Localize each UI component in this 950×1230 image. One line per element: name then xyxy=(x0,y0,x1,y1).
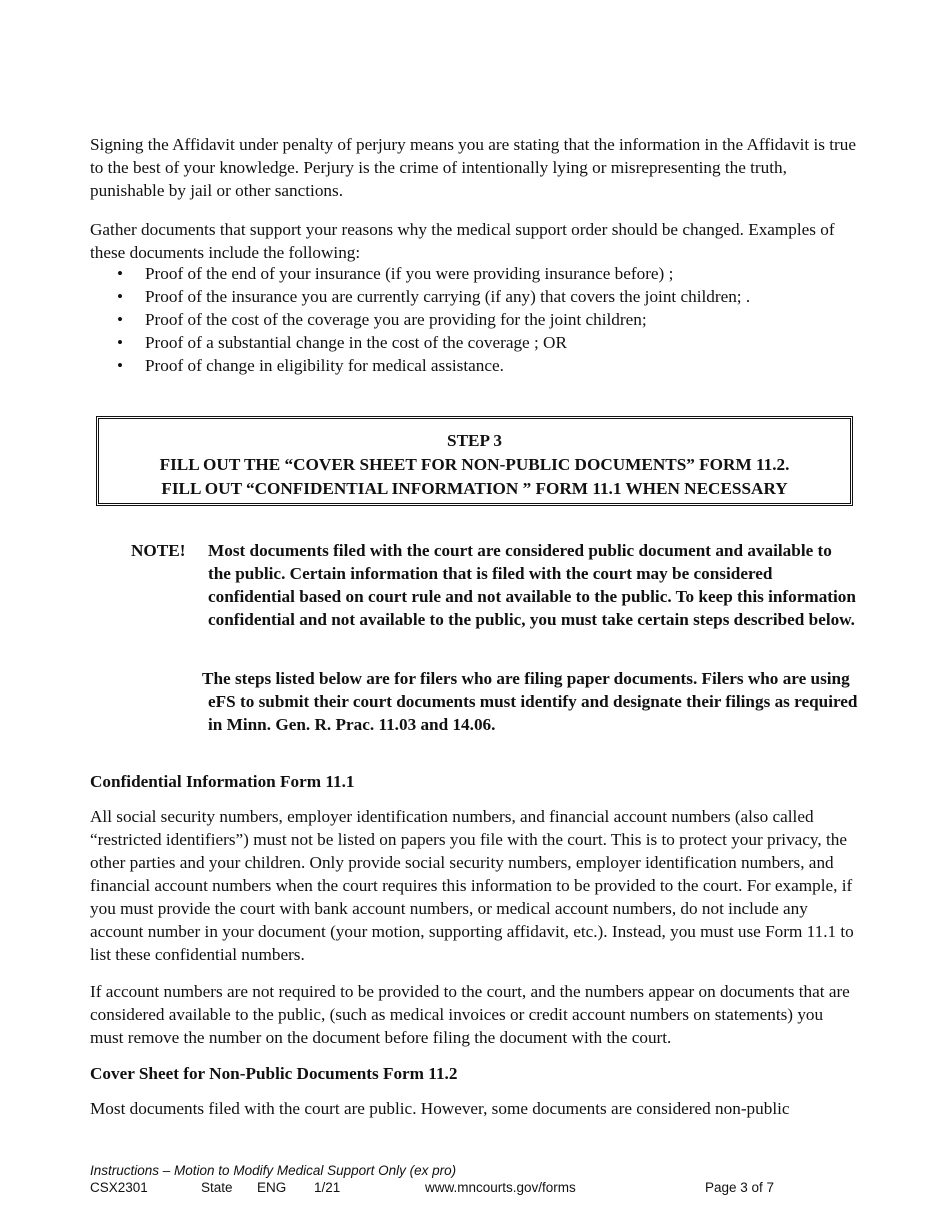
note-text-public-documents: Most documents filed with the court are considered public document and available to the public. Certain information that is filed with the court may be considered confidential based on court rule and not available to the public. To keep this information confidential and not available to the public, you must take certain steps described below. xyxy=(208,541,856,629)
step-line-2: FILL OUT “CONFIDENTIAL INFORMATION ” FORM 11.1 WHEN NECESSARY xyxy=(161,479,788,498)
list-item: • Proof of a substantial change in the cost of the coverage ; OR xyxy=(117,333,567,352)
cover-sheet-paragraph: Most documents filed with the court are public. However, some documents are considered non-public xyxy=(90,1099,790,1118)
note-label: NOTE! xyxy=(131,541,186,560)
forms-url: www.mncourts.gov/forms xyxy=(425,1180,576,1195)
account-numbers-paragraph: If account numbers are not required to be provided to the court, and the numbers appear on documents that are considered available to the public, (such as medical invoices or credit account numbers on statements) you must remove the number on the document before filing the document with the court. xyxy=(90,982,850,1047)
list-item: • Proof of the insurance you are currently carrying (if any) that covers the joint children; . xyxy=(117,287,751,306)
gather-documents-paragraph: Gather documents that support your reasons why the medical support order should be changed. Examples of these documents include the following: xyxy=(90,220,835,262)
form-code: CSX2301 xyxy=(90,1180,148,1195)
form-language: ENG xyxy=(257,1180,287,1195)
confidential-information-heading: Confidential Information Form 11.1 xyxy=(90,772,355,791)
cover-sheet-heading: Cover Sheet for Non-Public Documents Form 11.2 xyxy=(90,1064,458,1083)
form-date: 1/21 xyxy=(314,1180,341,1195)
list-item: • Proof of change in eligibility for medical assistance. xyxy=(117,356,504,375)
bullet-icon: • xyxy=(117,287,124,306)
step-number: STEP 3 xyxy=(447,431,502,450)
page-number: Page 3 of 7 xyxy=(705,1180,775,1195)
page-footer xyxy=(90,1162,890,1196)
bullet-icon: • xyxy=(117,356,124,375)
restricted-identifiers-paragraph: All social security numbers, employer identification numbers, and financial account numbers (also called “restricted identifiers”) must not be listed on papers you file with the court. This is to protect your privacy, the other parties and your children. Only provide social security numbers, employer identification numbers, and financial account numbers when the court requires this information to be provided to the court. For example, if you must provide the court with bank account numbers, or medical account numbers, do not include any account number in your document (your motion, supporting affidavit, etc.). Instead, you must use Form 11.1 to list these confidential numbers. xyxy=(90,807,854,964)
footer-info-row xyxy=(90,1179,890,1196)
list-item: • Proof of the cost of the coverage you are providing for the joint children; xyxy=(117,310,647,329)
step-3-box xyxy=(96,416,853,506)
bullet-icon: • xyxy=(117,310,124,329)
list-item: • Proof of the end of your insurance (if you were providing insurance before) ; xyxy=(117,264,674,283)
footer-title: Instructions – Motion to Modify Medical Support Only (ex pro) xyxy=(90,1163,457,1178)
supporting-documents-list xyxy=(112,262,852,377)
note-text-efs-filers: The steps listed below are for filers who are filing paper documents. Filers who are using eFS to submit their court documents must identify and designate their filings as required in Minn. Gen. R. Prac. 11.03 and 14.06. xyxy=(202,669,858,734)
bullet-icon: • xyxy=(117,333,124,352)
bullet-icon: • xyxy=(117,264,124,283)
perjury-paragraph: Signing the Affidavit under penalty of perjury means you are stating that the information in the Affidavit is true to the best of your knowledge. Perjury is the crime of intentionally lying or misrepresenting the truth, punishable by jail or other sanctions. xyxy=(90,135,856,200)
step-line-1: FILL OUT THE “COVER SHEET FOR NON-PUBLIC DOCUMENTS” FORM 11.2. xyxy=(159,455,790,474)
form-state: State xyxy=(201,1180,233,1195)
